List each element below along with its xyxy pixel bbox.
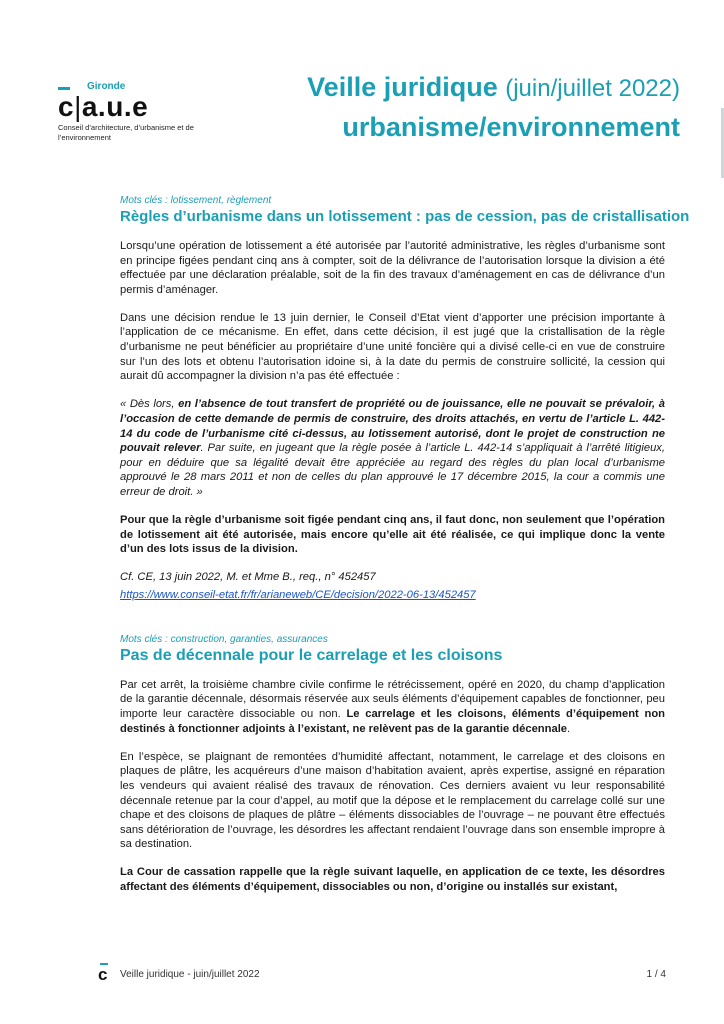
logo-region: Gironde [87,81,126,92]
conclusion-bold: Pour que la règle d’urbanisme soit figée pendant cinq ans, il faut donc, non seulement que l’opération de lotissement ait été autorisée, mais encore qu’elle ait été réalisée, ce qui implique donc la vente d’un des lots issus de la division. [120,514,665,556]
section1-paragraph-2: Dans une décision rendue le 13 juin dernier, le Conseil d’Etat vient d’apporter une précision importante à l’application de ce mécanisme. En effet, dans cette décision, il est jugé que la cristallisation de la règle d’urbanisme ne peut bénéficier au propriétaire d’une unité foncière qui a divisé celle-ci en vue de construire sur l’un des lots et obtenu l’autorisation idoine si, à la date du permis de construire sollicité, la cession qui aurait dû accompagner la division n’a pas été effectuée : [120,311,665,383]
logo-separator: | [74,91,82,122]
footer-text: Veille juridique - juin/juillet 2022 [120,969,260,980]
article-decennale [120,633,665,895]
logo-letters: a.u.e [81,91,149,122]
section1-paragraph-1: Lorsqu’une opération de lotissement a été autorisée par l’autorité administrative, les règles d’urbanisme sont en principe figées pendant cinq ans à compter, soit de la délivrance de l’autorisation lorsque la division a été effectuée par une déclaration préalable, soit de la fin des travaux d’aménagement en cas de délivrance d’un permis d’aménager. [120,240,665,296]
quote-bold: en l’absence de tout transfert de propriété ou de jouissance, elle ne pouvait se prévaloir, à l’occasion de cette demande de permis de construire, des droits attachés, en vertu de l’article L. 442-14 du code de l’urbanisme cité ci-dessus, au lotissement autorisé, dont le projet de construction ne pouvait relever [120,398,665,455]
section1-quote [120,397,665,499]
logo-subtitle: Conseil d’architecture, d’urbanisme et de l’environnement [58,123,194,142]
section2-paragraph-1 [120,678,665,736]
section1-title: Règles d’urbanisme dans un lotissement : pas de cession, pas de cristallisation [120,208,690,225]
section1-reference: Cf. CE, 13 juin 2022, M. et Mme B., req., n° 452457 [120,571,376,584]
section2-paragraph-3 [120,865,665,894]
section1-conclusion [120,513,665,557]
section2-keywords: Mots clés : construction, garanties, assurances [120,633,328,645]
page-title-main: Veille juridique [307,72,498,102]
quote-start: « Dès lors, [120,398,179,411]
p1-end: . [567,722,571,735]
quote-end: . Par suite, en jugeant que la règle posée à l’article L. 442-14 s’appliquait à l’arrêté litigieux, pour en déduire que sa légalité devait être appréciée au regard des règles du plan local d’urbanisme approuvé le 28 mars 2011 et non de celles du plan approuvé le 17 décembre 2015, la cour a commis une erreur de droit. » [120,442,665,498]
p3-bold: La Cour de cassation rappelle que la règle suivant laquelle, en application de ce texte, les désordres affectant des éléments d’équipement, dissociables ou non, d’origine ou installés sur existant, [120,866,665,893]
section1-keywords: Mots clés : lotissement, règlement [120,195,272,206]
article-lotissement [120,194,690,603]
p1-bold: Le carrelage et les cloisons, éléments d’équipement non destinés à fonctionner adjoints à l’existant, ne relèvent pas de la garantie décennale [120,708,665,735]
footer-logo: c [98,965,108,984]
logo-wordmark [58,93,148,121]
page-title [307,72,680,103]
document-body [120,194,690,908]
logo-c: c [58,91,75,122]
page-title-period: (juin/juillet 2022) [505,75,680,102]
section2-title: Pas de décennale pour le carrelage et les cloisons [120,646,503,664]
page-subtitle: urbanisme/environnement [342,112,680,142]
logo-accent-bar [58,87,70,90]
section2-paragraph-2: En l’espèce, se plaignant de remontées d’humidité affectant, notamment, le carrelage et des cloisons en plaques de plâtre, les acquéreurs d’une maison d’habitation avaient, après expertise, assigné en réparation les vendeurs qui avaient réalisé des travaux de rénovation. Ces derniers avaient vu leur responsabilité décennale retenue par la cour d’appel, au motif que la dépose et le remplacement du carrelage collé sur une chape et des cloisons de plaques de plâtre – éléments dissociables de l’ouvrage – ne pouvant être effectués sans détérioration de l’ouvrage, les désordres les affectant rendaient l’ouvrage dans son ensemble impropre à sa destination. [120,750,665,851]
page-number: 1 / 4 [646,969,666,980]
decision-link[interactable]: https://www.conseil-etat.fr/fr/arianeweb/CE/decision/2022-06-13/452457 [120,588,476,601]
page-footer [98,963,668,983]
p1-start: Par cet arrêt, la troisième chambre civile confirme le rétrécissement, opéré en 2020, du champ d’application de la garantie décennale, désormais réservée aux seuls éléments d’équipement capables de fonctionner, peu importe leur caractère dissociable ou non. [120,678,665,721]
